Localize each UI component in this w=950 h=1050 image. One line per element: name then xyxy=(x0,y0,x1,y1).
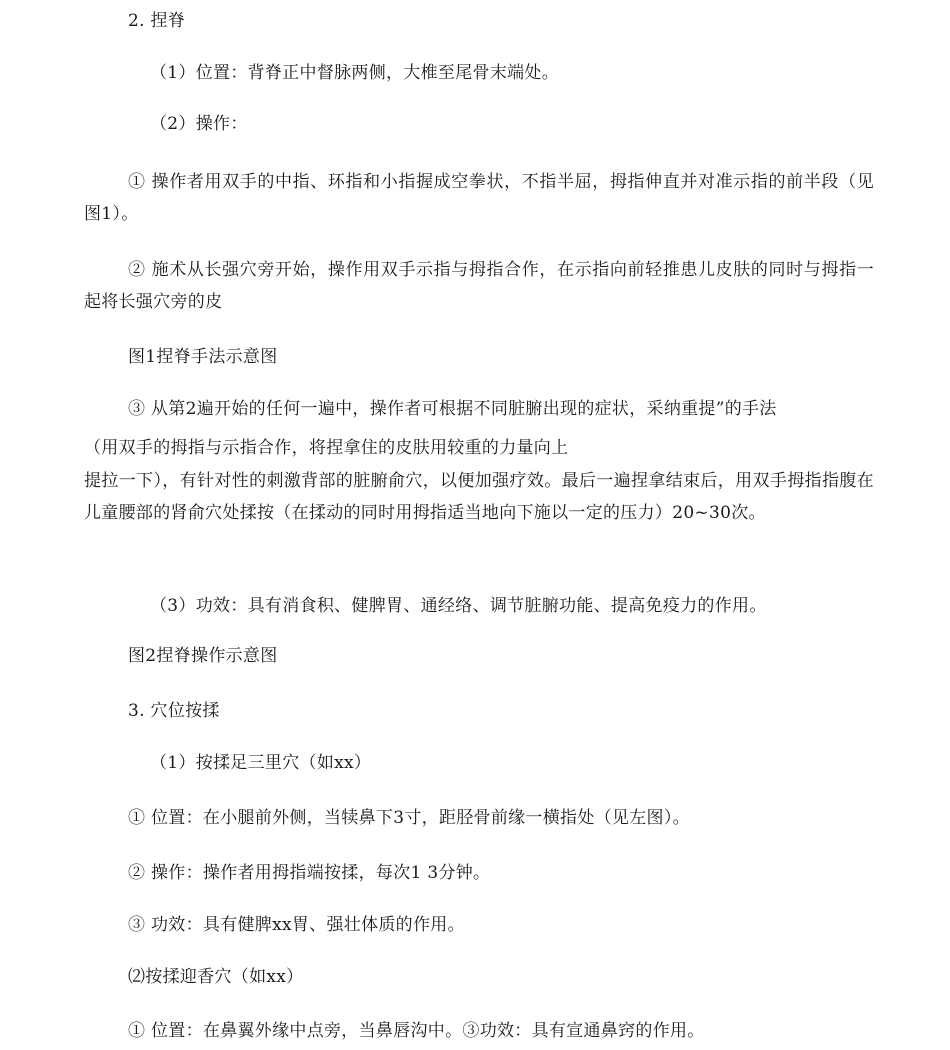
paragraph-operation-label: （2）操作： xyxy=(150,114,248,134)
paragraph-step-1: ① 操作者用双手的中指、环指和小指握成空拳状，不指半屈，拇指伸直并对准示指的前半段（见图1）。 xyxy=(84,172,874,224)
paragraph-zusanli-effect: ③ 功效：具有健脾xx胃、强壮体质的作用。 xyxy=(128,915,465,935)
figure-caption-2: 图2捏脊操作示意图 xyxy=(128,646,278,666)
paragraph-zusanli-position: ① 位置：在小腿前外侧，当犊鼻下3寸，距胫骨前缘一横指处（见左图）。 xyxy=(128,808,690,828)
paragraph-step-3-line-2: （用双手的拇指与示指合作，将捏拿住的皮肤用较重的力量向上 xyxy=(84,438,569,458)
paragraph-effect: （3）功效：具有消食积、健脾胃、通经络、调节脏腑功能、提高免疫力的作用。 xyxy=(150,596,767,616)
subheading-yingxiang: ⑵按揉迎香穴（如xx） xyxy=(128,967,304,987)
paragraph-position: （1）位置：背脊正中督脉两侧，大椎至尾骨末端处。 xyxy=(150,63,560,83)
paragraph-step-2: ② 施术从长强穴旁开始，操作用双手示指与拇指合作，在示指向前轻推患儿皮肤的同时与拇指一起将长强穴旁的皮 xyxy=(84,260,874,312)
figure-caption-1: 图1捏脊手法示意图 xyxy=(128,347,278,367)
section-heading-pinching-spine: 2. 捏脊 xyxy=(128,11,186,31)
paragraph-yingxiang-position: ① 位置：在鼻翼外缘中点旁，当鼻唇沟中。③功效：具有宣通鼻窍的作用。 xyxy=(128,1021,705,1041)
paragraph-zusanli-operation: ② 操作：操作者用拇指端按揉，每次1 3分钟。 xyxy=(128,863,491,883)
paragraph-step-3-line-1: ③ 从第2遍开始的任何一遍中，操作者可根据不同脏腑出现的症状，采纳重提”的手法 xyxy=(128,399,777,419)
paragraph-step-3-continuation: 提拉一下），有针对性的刺激背部的脏腑俞穴，以便加强疗效。最后一遍捏拿结束后，用双手拇指指腹在儿童腰部的肾俞穴处揉按（在揉动的同时用拇指适当地向下施以一定的压力）20~30次。 xyxy=(84,471,874,523)
subheading-zusanli: （1）按揉足三里穴（如xx） xyxy=(150,753,372,773)
section-heading-acupoint-massage: 3. 穴位按揉 xyxy=(128,701,220,721)
